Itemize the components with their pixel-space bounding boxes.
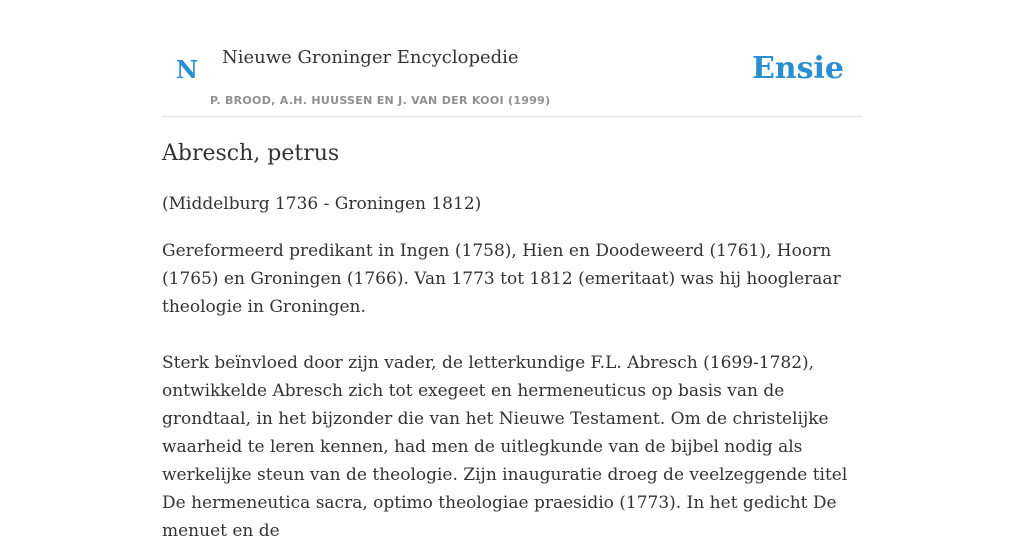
article-subtitle: (Middelburg 1736 - Groningen 1812)	[162, 194, 482, 214]
article-title: Abresch, petrus	[162, 141, 340, 166]
page-header	[162, 0, 862, 117]
encyclopedia-logo[interactable]: N	[176, 55, 198, 84]
article-content	[162, 138, 862, 545]
article-paragraph: Gereformeerd predikant in Ingen (1758), Hien en Doodeweerd (1761), Hoorn (1765) en Groningen (1766). Van 1773 tot 1812 (emeritaat) was hij hoogleraar theologie in Groningen.	[162, 241, 841, 317]
article-paragraph: Sterk beïnvloed door zijn vader, de letterkundige F.L. Abresch (1699-1782), ontwikkelde Abresch zich tot exegeet en hermeneuticus op basis van de grondtaal, in het bijzonder die van het Nieuwe Testament. Om de christelijke waarheid te leren kennen, had men de uitlegkunde van de bijbel nodig als werkelijke steun van de theologie. Zijn inauguratie droeg de veelzeggende titel De hermeneutica sacra, optimo theologiae praesidio (1773). In het gedicht De menuet en de	[162, 353, 848, 541]
encyclopedia-title[interactable]: Nieuwe Groninger Encyclopedie	[222, 47, 519, 68]
encyclopedia-authors: P. BROOD, A.H. HUUSSEN EN J. VAN DER KOOI (1999)	[210, 94, 551, 107]
ensie-brand-logo[interactable]: Ensie	[751, 51, 844, 86]
